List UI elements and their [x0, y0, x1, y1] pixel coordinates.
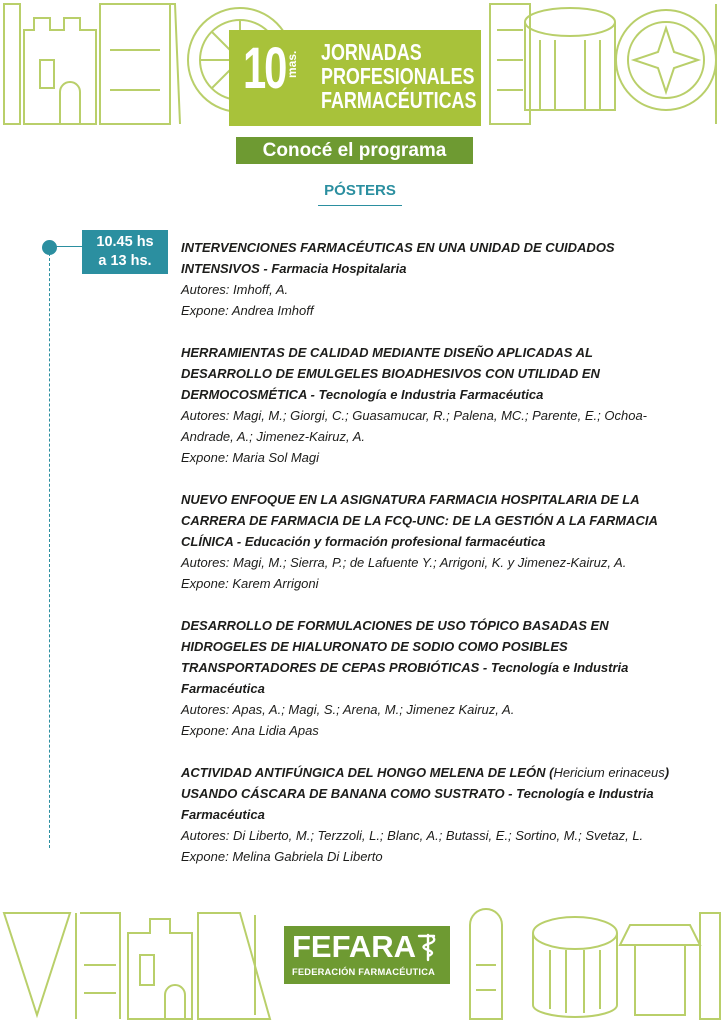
fefara-logo: [284, 926, 450, 984]
time-start: 10.45 hs: [96, 234, 154, 250]
timeline-connector: [55, 246, 83, 247]
poster-authors: Autores: Magi, M.; Giorgi, C.; Guasamucar, R.; Palena, MC.; Parente, E.; Ochoa-Andrade, A.; Jimenez-Kairuz, A.: [181, 408, 648, 444]
poster-list: [181, 237, 681, 888]
poster-presenter: Expone: Karem Arrigoni: [181, 576, 319, 591]
poster-heading: HERRAMIENTAS DE CALIDAD MEDIANTE DISEÑO APLICADAS AL DESARROLLO DE EMULGELES BIOADHESIVOS CON UTILIDAD EN DERMOCOSMÉTICA - Tecnología e Industria Farmacéutica: [181, 345, 600, 402]
poster-heading: NUEVO ENFOQUE EN LA ASIGNATURA FARMACIA HOSPITALARIA DE LA CARRERA DE FARMACIA DE LA FCQ-UNC: DE LA GESTIÓN A LA FARMACIA CLÍNICA - Educación y formación profesional farmacéutica: [181, 492, 658, 549]
poster-area: Educación y formación profesional farmacéutica: [244, 534, 546, 549]
poster-title: INTERVENCIONES FARMACÉUTICAS EN UNA UNIDAD DE CUIDADOS INTENSIVOS: [181, 240, 615, 276]
logo-tagline: FEDERACIÓN FARMACÉUTICA: [292, 967, 436, 977]
section-title: PÓSTERS: [318, 182, 402, 206]
edition-suffix: mas.: [285, 50, 299, 78]
poster-heading: DESARROLLO DE FORMULACIONES DE USO TÓPICO BASADAS EN HIDROGELES DE HIALURONATO DE SODIO COMO POSIBLES TRANSPORTADORES DE CEPAS PROBIÓTICAS - Tecnología e Industria Farmacéutica: [181, 618, 629, 696]
poster-area: Tecnología e Industria Farmacéutica: [181, 786, 654, 822]
poster-presenter: Expone: Andrea Imhoff: [181, 303, 314, 318]
poster-entry: [181, 762, 681, 867]
timeline-dot: [42, 240, 57, 255]
poster-authors: Autores: Imhoff, A.: [181, 282, 289, 297]
poster-title: HERRAMIENTAS DE CALIDAD MEDIANTE DISEÑO APLICADAS AL DESARROLLO DE EMULGELES BIOADHESIVOS CON UTILIDAD EN DERMOCOSMÉTICA: [181, 345, 600, 402]
poster-heading: INTERVENCIONES FARMACÉUTICAS EN UNA UNIDAD DE CUIDADOS INTENSIVOS - Farmacia Hospitalaria: [181, 240, 615, 276]
poster-scientific-name: Hericium erinaceus: [553, 765, 665, 780]
poster-area: Tecnología e Industria Farmacéutica: [318, 387, 544, 402]
poster-entry: [181, 237, 681, 321]
poster-authors: Autores: Apas, A.; Magi, S.; Arena, M.; Jimenez Kairuz, A.: [181, 702, 515, 717]
poster-heading: ACTIVIDAD ANTIFÚNGICA DEL HONGO MELENA DE LEÓN (Hericium erinaceus) USANDO CÁSCARA DE BANANA COMO SUSTRATO - Tecnología e Industria Farmacéutica: [181, 765, 670, 822]
poster-title: DESARROLLO DE FORMULACIONES DE USO TÓPICO BASADAS EN HIDROGELES DE HIALURONATO DE SODIO COMO POSIBLES TRANSPORTADORES DE CEPAS PROBIÓTICAS: [181, 618, 609, 675]
poster-presenter: Expone: Maria Sol Magi: [181, 450, 320, 465]
time-badge: [82, 230, 168, 274]
poster-entry: [181, 615, 681, 741]
time-end: a 13 hs.: [98, 253, 152, 269]
poster-presenter: Expone: Ana Lidia Apas: [181, 723, 319, 738]
caduceus-icon: [416, 932, 440, 962]
logo-name: FEFARA: [292, 929, 416, 964]
program-button[interactable]: Conocé el programa: [236, 137, 473, 164]
poster-authors: Autores: Di Liberto, M.; Terzzoli, L.; Blanc, A.; Butassi, E.; Sortino, M.; Svetaz, L.: [181, 828, 644, 843]
poster-entry: [181, 342, 681, 468]
poster-title-part: ACTIVIDAD ANTIFÚNGICA DEL HONGO MELENA DE LEÓN (: [181, 765, 554, 780]
poster-area: Farmacia Hospitalaria: [271, 261, 407, 276]
poster-title-part: ) USANDO CÁSCARA DE BANANA COMO SUSTRATO: [181, 765, 670, 801]
poster-authors: Autores: Magi, M.; Sierra, P.; de Lafuente Y.; Arrigoni, K. y Jimenez-Kairuz, A.: [181, 555, 627, 570]
poster-presenter: Expone: Melina Gabriela Di Liberto: [181, 849, 383, 864]
poster-entry: [181, 489, 681, 594]
timeline-dashed-line: [49, 248, 50, 848]
poster-title: NUEVO ENFOQUE EN LA ASIGNATURA FARMACIA HOSPITALARIA DE LA CARRERA DE FARMACIA DE LA FCQ-UNC: DE LA GESTIÓN A LA FARMACIA CLÍNICA: [181, 492, 658, 549]
event-title-line: JORNADAS: [321, 39, 422, 65]
event-title-line: PROFESIONALES: [321, 63, 475, 89]
event-title: [321, 40, 476, 112]
poster-area: Tecnología e Industria Farmacéutica: [181, 660, 629, 696]
edition-number: 10: [243, 36, 286, 101]
event-title-line: FARMACÉUTICAS: [321, 87, 477, 113]
event-title-box: [229, 30, 481, 126]
